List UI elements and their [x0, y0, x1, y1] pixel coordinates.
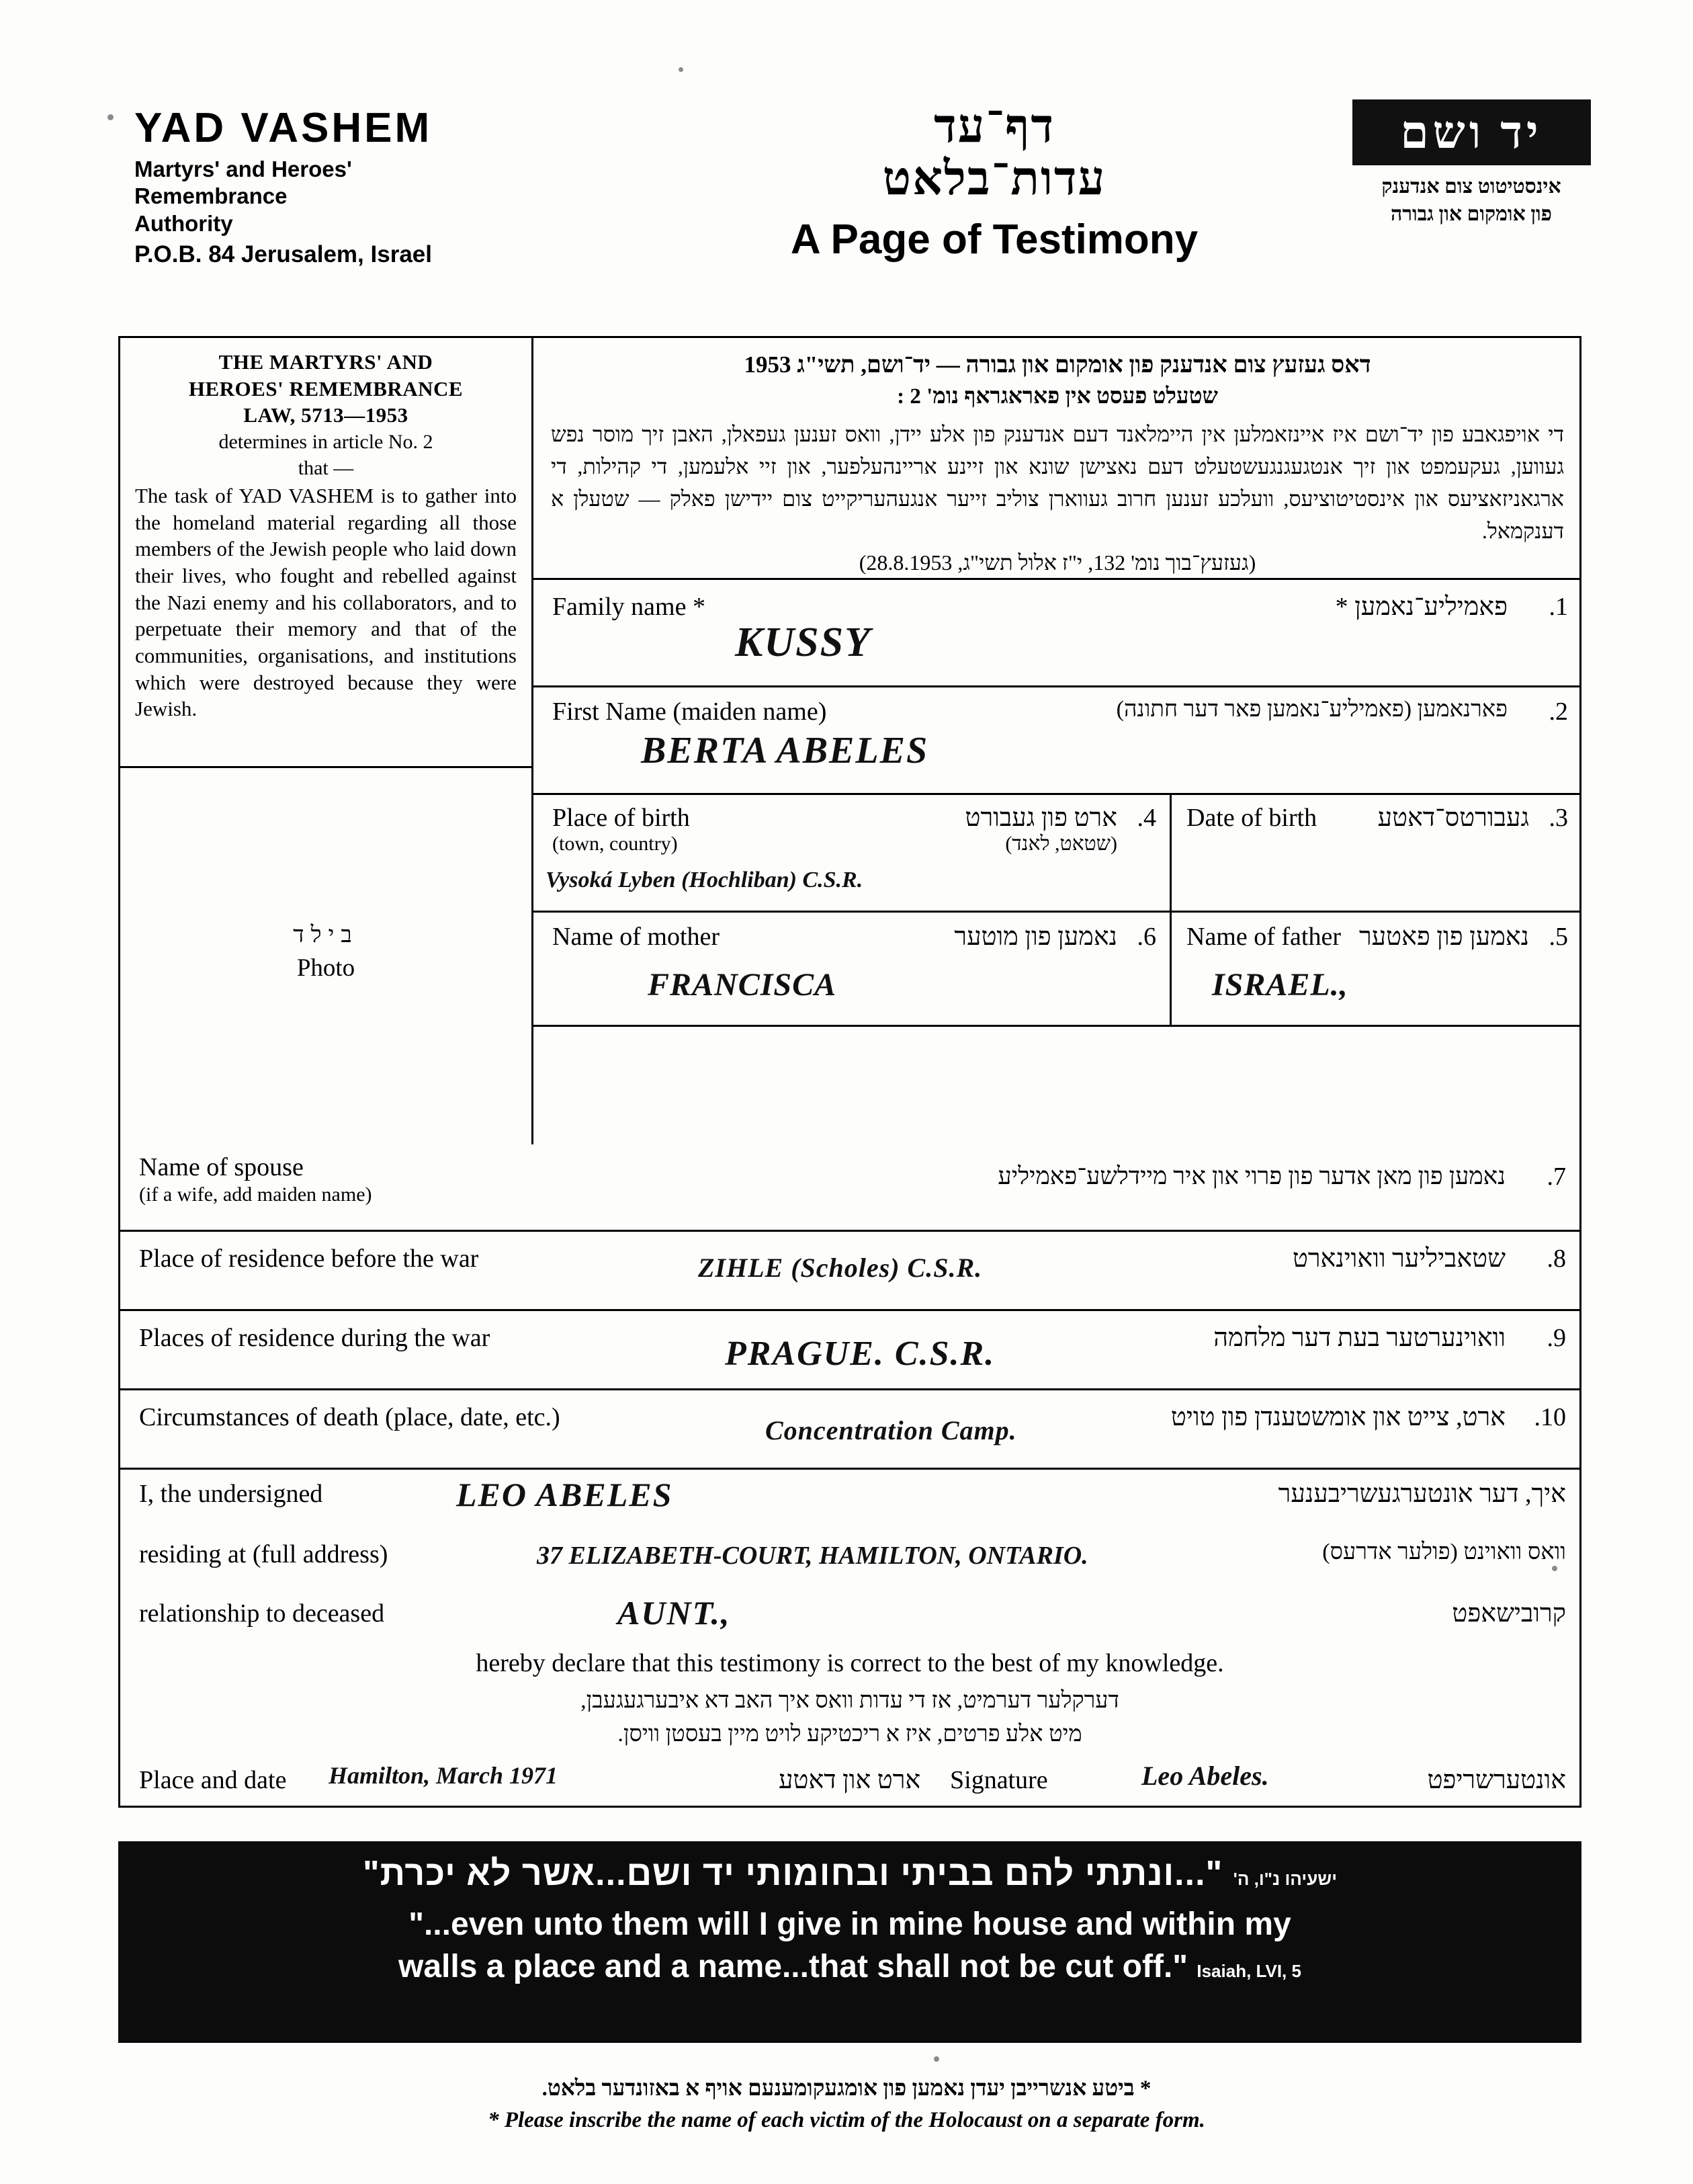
footer-note-english: * Please inscribe the name of each victim of the Holocaust on a separate form.	[488, 2108, 1205, 2132]
brand-block	[134, 105, 658, 268]
document-header	[101, 87, 1612, 309]
field-6-label-en: Name of mother	[552, 923, 720, 951]
hebrew-title-line1: דף־עד	[933, 101, 1055, 153]
field-5-value[interactable]: ISRAEL.,	[1212, 967, 1348, 1003]
field-3-number: 3.	[1549, 804, 1568, 832]
place-date-value[interactable]: Hamilton, March 1971	[329, 1762, 558, 1789]
place-date-label-en: Place and date	[139, 1766, 287, 1794]
field-4-label-he-sub: (שטאט, לאנד)	[1005, 833, 1117, 855]
preamble-body: די אויפגאבע פון יד־ושם איז איינזאמלען אין היימלאנד דעם אנדענק פון אלע יידן, וואס זענען געפאלן, האבן זיך מוסר נפש געווען, געקעמפט און זיך אנטגעגנגעשטעלט דעם נאצישן שונא און זיינע אריינהעלפער, און זיי אלעמען, די קהילות, די ארגאניזאציעס און אינסטיטוציעס, וועלכע זענען חרוב געווארן צוליב זייער אנגעהעריקייט צום יידישן פאלק — שטעלן א דענקמאל.	[551, 421, 1564, 543]
verse-english	[118, 1903, 1581, 1988]
law-sub-line1: determines in article No. 2	[218, 431, 433, 454]
scan-speck	[934, 2056, 939, 2062]
field-name-of-spouse[interactable]	[120, 1144, 1579, 1232]
field-8-number: 8.	[1547, 1245, 1566, 1273]
verse-banner	[118, 1841, 1581, 2043]
field-place-of-birth[interactable]	[531, 795, 1170, 913]
field-5-label-en: Name of father	[1186, 923, 1341, 951]
hebrew-title-line2: עדות־בלאט	[882, 153, 1106, 206]
photo-label-english: Photo	[296, 954, 355, 982]
residing-label-en: residing at (full address)	[139, 1540, 388, 1568]
field-4-label-he: ארט פון געבורט	[965, 804, 1117, 832]
field-circumstances-of-death[interactable]	[120, 1390, 1579, 1470]
field-10-label-en: Circumstances of death (place, date, etc.)	[139, 1403, 560, 1431]
relationship-label-en: relationship to deceased	[139, 1599, 385, 1628]
field-8-label-en: Place of residence before the war	[139, 1245, 479, 1273]
field-residing-address[interactable]	[120, 1530, 1579, 1591]
field-4-label-en: Place of birth	[552, 804, 690, 832]
field-7-label-en: Name of spouse	[139, 1153, 304, 1181]
footer-note-hebrew: * ביטע אנשרייבן יעדן נאמען פון אומגעקומענעם אויף א באזונדער בלאט.	[541, 2076, 1152, 2101]
field-8-label-he: שטאביליער וואוינארט	[1292, 1245, 1506, 1273]
document-footer	[0, 2076, 1693, 2133]
field-8-value[interactable]: ZIHLE (Scholes) C.S.R.	[698, 1253, 983, 1283]
field-4-label-en-sub: (town, country)	[552, 833, 678, 855]
field-residence-during-war[interactable]	[120, 1311, 1579, 1390]
signature-label-en: Signature	[950, 1766, 1048, 1794]
field-6-label-he: נאמען פון מוטער	[954, 923, 1117, 951]
verse-hebrew-text: "...ונתתי להם בביתי ובחומותי יד ושם...אשר לא יכרת"	[362, 1854, 1223, 1893]
brand-address: P.O.B. 84 Jerusalem, Israel	[134, 241, 432, 267]
law-sub-line2: that —	[298, 457, 354, 480]
residing-value[interactable]: 37 ELIZABETH-COURT, HAMILTON, ONTARIO.	[537, 1542, 1088, 1570]
place-date-label-he: ארט און דאטע	[779, 1766, 921, 1794]
field-9-number: 9.	[1547, 1324, 1566, 1352]
field-first-name[interactable]	[531, 687, 1581, 795]
photo-label-hebrew: בילד	[293, 923, 359, 948]
field-2-number: 2.	[1549, 698, 1568, 726]
yad-vashem-logo	[1337, 99, 1606, 228]
field-undersigned[interactable]	[120, 1470, 1579, 1530]
field-name-of-mother[interactable]	[531, 913, 1170, 1027]
verse-english-source: Isaiah, LVI, 5	[1197, 1961, 1301, 1982]
field-3-label-he: געבורטס־דאטע	[1377, 804, 1529, 832]
field-6-value[interactable]: FRANCISCA	[648, 967, 837, 1003]
undersigned-label-en: I, the undersigned	[139, 1480, 323, 1508]
verse-hebrew	[118, 1853, 1581, 1894]
field-4-number: 4.	[1137, 804, 1156, 832]
field-10-label-he: ארט, צייט און אומשטענדן פון טויט	[1170, 1403, 1506, 1431]
relationship-value[interactable]: AUNT.,	[617, 1594, 731, 1632]
law-preamble-yiddish	[531, 338, 1581, 580]
field-family-name[interactable]	[531, 580, 1581, 687]
field-date-of-birth[interactable]	[1170, 795, 1581, 913]
field-6-number: 6.	[1137, 923, 1156, 951]
field-1-label-he: פאמיליע־נאמען *	[1335, 593, 1508, 621]
field-1-number: 1.	[1549, 593, 1568, 621]
martyrs-law-block	[120, 338, 531, 768]
verse-english-line1: "...even unto them will I give in mine house and within my	[408, 1906, 1291, 1942]
residing-label-he: וואס וואוינט (פולער אדרעס)	[1322, 1540, 1566, 1564]
field-residence-before-war[interactable]	[120, 1232, 1579, 1311]
verse-english-line2: walls a place and a name...that shall not be cut off."	[398, 1949, 1188, 1985]
field-1-label-en: Family name *	[552, 593, 705, 621]
verse-hebrew-source: ישעיהו נ"ו, ה'	[1233, 1869, 1338, 1889]
verse-english-line2-wrap	[118, 1945, 1581, 1988]
relationship-label-he: קרובישאפט	[1452, 1599, 1566, 1628]
brand-subtitle-line1: Martyrs' and Heroes'	[134, 157, 352, 181]
scan-speck	[679, 67, 683, 72]
brand-title: YAD VASHEM	[134, 105, 433, 151]
hebrew-title-block	[692, 101, 1297, 263]
field-2-label-en: First Name (maiden name)	[552, 698, 827, 726]
preamble-source: (געזעץ־בוך נומ' 132, י"ז אלול תשי"ג, 28.8.1953)	[859, 550, 1256, 575]
field-9-label-en: Places of residence during the war	[139, 1324, 490, 1352]
field-9-value[interactable]: PRAGUE. C.S.R.	[725, 1335, 996, 1373]
field-7-number: 7.	[1547, 1163, 1566, 1191]
field-9-label-he: וואוינערטער בעת דער מלחמה	[1213, 1324, 1506, 1352]
logo-caption-line1: אינסטיטוט צום אנדענק	[1381, 175, 1561, 198]
brand-subtitle-line2: Remembrance	[134, 183, 288, 209]
field-1-value[interactable]: KUSSY	[735, 620, 871, 665]
undersigned-value[interactable]: LEO ABELES	[456, 1476, 673, 1513]
field-7-label-en-sub: (if a wife, add maiden name)	[139, 1183, 372, 1206]
field-10-number: 10.	[1534, 1403, 1566, 1431]
field-relationship[interactable]	[120, 1591, 1579, 1648]
logo-mark-icon: יד ושם	[1352, 99, 1591, 165]
field-4-value[interactable]: Vysoká Lyben (Hochliban) C.S.R.	[546, 868, 863, 892]
field-2-label-he: פארנאמען (פאמיליע־נאמען פאר דער חתונה)	[1116, 697, 1508, 722]
preamble-line2: שטעלט פעסט אין פאראגראף נומ' 2 :	[897, 384, 1218, 409]
logo-caption-line2: פון אומקום און גבורה	[1391, 202, 1552, 225]
undersigned-label-he: איך, דער אונטערגעשריבענער	[1278, 1480, 1566, 1508]
signature-label-he: אונטערשריפט	[1427, 1766, 1566, 1794]
preamble-line1: דאס געזעץ צום אנדענק פון אומקום און גבורה — יד־ושם, תשי"ג 1953	[744, 351, 1371, 378]
page-title: A Page of Testimony	[790, 216, 1199, 263]
field-3-label-en: Date of birth	[1186, 804, 1317, 832]
brand-subtitle-line3: Authority	[134, 210, 233, 236]
law-head-line2: HEROES' REMEMBRANCE	[188, 376, 464, 401]
field-5-label-he: נאמען פון פאטער	[1358, 923, 1529, 951]
declaration-hebrew-line2: מיט אלע פרטים, איז א ריכטיקע לויט מיין בעסטן וויסן.	[617, 1722, 1082, 1747]
declaration-hebrew-line1: דערקלער דערמיט, אז די עדות וואס איך האב דא איבערגעגעבן,	[580, 1688, 1119, 1713]
photo-box	[120, 768, 531, 1144]
field-name-of-father[interactable]	[1170, 913, 1581, 1027]
field-7-label-he: נאמען פון מאן אדער פון פרוי און איר מיידלשע־פאמיליע	[998, 1163, 1506, 1189]
testimony-form	[118, 336, 1581, 1808]
law-body-text: The task of YAD VASHEM is to gather into the homeland material regarding all those members of the Jewish people who laid down their lives, who fought and rebelled against the Nazi enemy and his collaborators, and to perpetuate their memory and that of the communities, organisations, and institutions which were destroyed because they were Jewish.	[135, 484, 517, 721]
law-head-line3: LAW, 5713—1953	[243, 403, 408, 427]
field-10-value[interactable]: Concentration Camp.	[765, 1415, 1017, 1445]
signature-value[interactable]: Leo Abeles.	[1141, 1761, 1269, 1791]
law-head-line1: THE MARTYRS' AND	[218, 350, 433, 374]
field-2-value[interactable]: BERTA ABELES	[641, 730, 929, 771]
field-5-number: 5.	[1549, 923, 1568, 951]
declaration-english: hereby declare that this testimony is correct to the best of my knowledge.	[476, 1649, 1224, 1677]
signature-row[interactable]	[120, 1756, 1579, 1808]
